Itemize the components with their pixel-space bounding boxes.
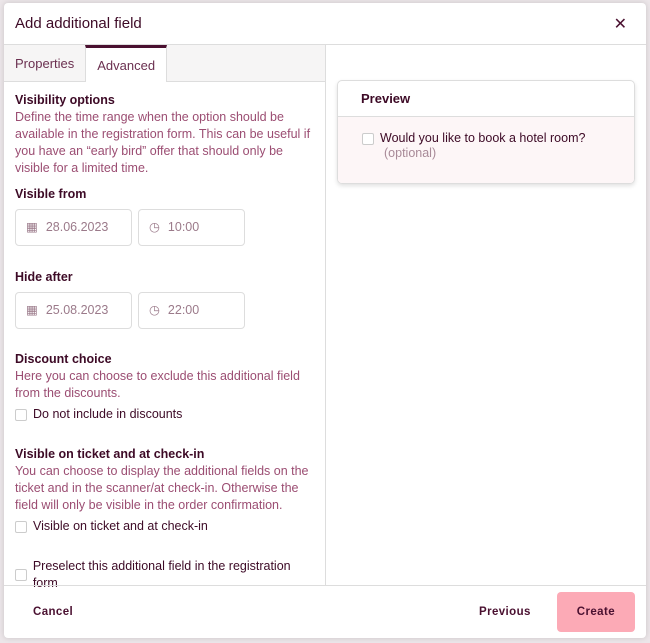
time-value: 22:00 (167, 303, 200, 317)
tab-bar (4, 45, 325, 82)
close-icon[interactable]: ✕ (613, 15, 627, 33)
dialog-footer (4, 585, 646, 638)
previous-button[interactable]: Previous (479, 606, 531, 618)
preview-title: Preview (338, 81, 634, 117)
hide-after-date-input[interactable] (15, 292, 132, 329)
time-value: 10:00 (167, 220, 200, 234)
preview-question: Would you like to book a hotel room? (380, 131, 586, 145)
visible-from-time-input[interactable] (138, 209, 245, 246)
discount-description: Here you can choose to exclude this additional field from the discounts. (15, 369, 300, 400)
checkbox-box (15, 569, 27, 581)
hide-after-label: Hide after (15, 270, 73, 284)
dialog-title: Add additional field (15, 15, 142, 32)
cancel-button[interactable]: Cancel (33, 606, 74, 618)
calendar-icon: ▦ (26, 220, 38, 234)
visible-on-ticket-checkbox[interactable] (15, 518, 314, 535)
clock-icon: ◷ (149, 220, 160, 234)
add-field-dialog (4, 3, 646, 638)
checkbox-label: Do not include in discounts (33, 407, 183, 421)
checkbox-box (362, 133, 374, 145)
checkbox-box (15, 409, 27, 421)
calendar-icon: ▦ (26, 303, 38, 317)
dialog-header (4, 3, 646, 45)
date-value: 28.06.2023 (45, 220, 109, 234)
ticket-heading: Visible on ticket and at check-in (15, 447, 205, 461)
hide-after-time-input[interactable] (138, 292, 245, 329)
visibility-heading: Visibility options (15, 93, 115, 107)
tab-advanced[interactable]: Advanced (85, 45, 167, 82)
clock-icon: ◷ (149, 303, 160, 317)
visibility-description: Define the time range when the option should be available in the registration form. This can be useful if you have an “early bird” offer that should only be visible for a limited time. (15, 110, 311, 175)
preview-card (337, 80, 635, 184)
settings-pane (4, 45, 326, 590)
exclude-discounts-checkbox[interactable] (15, 406, 314, 423)
checkbox-box (15, 521, 27, 533)
ticket-description: You can choose to display the additional fields on the ticket and in the scanner/at check-in. Otherwise the field will only be visible in the order confirmation. (15, 464, 309, 512)
tab-properties[interactable]: Properties (15, 55, 75, 71)
preview-pane (326, 45, 646, 585)
optional-label: (optional) (384, 146, 437, 160)
visible-from-date-input[interactable] (15, 209, 132, 246)
checkbox-label: Visible on ticket and at check-in (33, 519, 208, 533)
discount-heading: Discount choice (15, 352, 112, 366)
preview-question-checkbox[interactable] (362, 131, 610, 145)
checkbox-label: Preselect this additional field in the registration form (32, 559, 291, 590)
visible-from-label: Visible from (15, 187, 87, 201)
create-button[interactable]: Create (557, 592, 635, 632)
date-value: 25.08.2023 (45, 303, 109, 317)
